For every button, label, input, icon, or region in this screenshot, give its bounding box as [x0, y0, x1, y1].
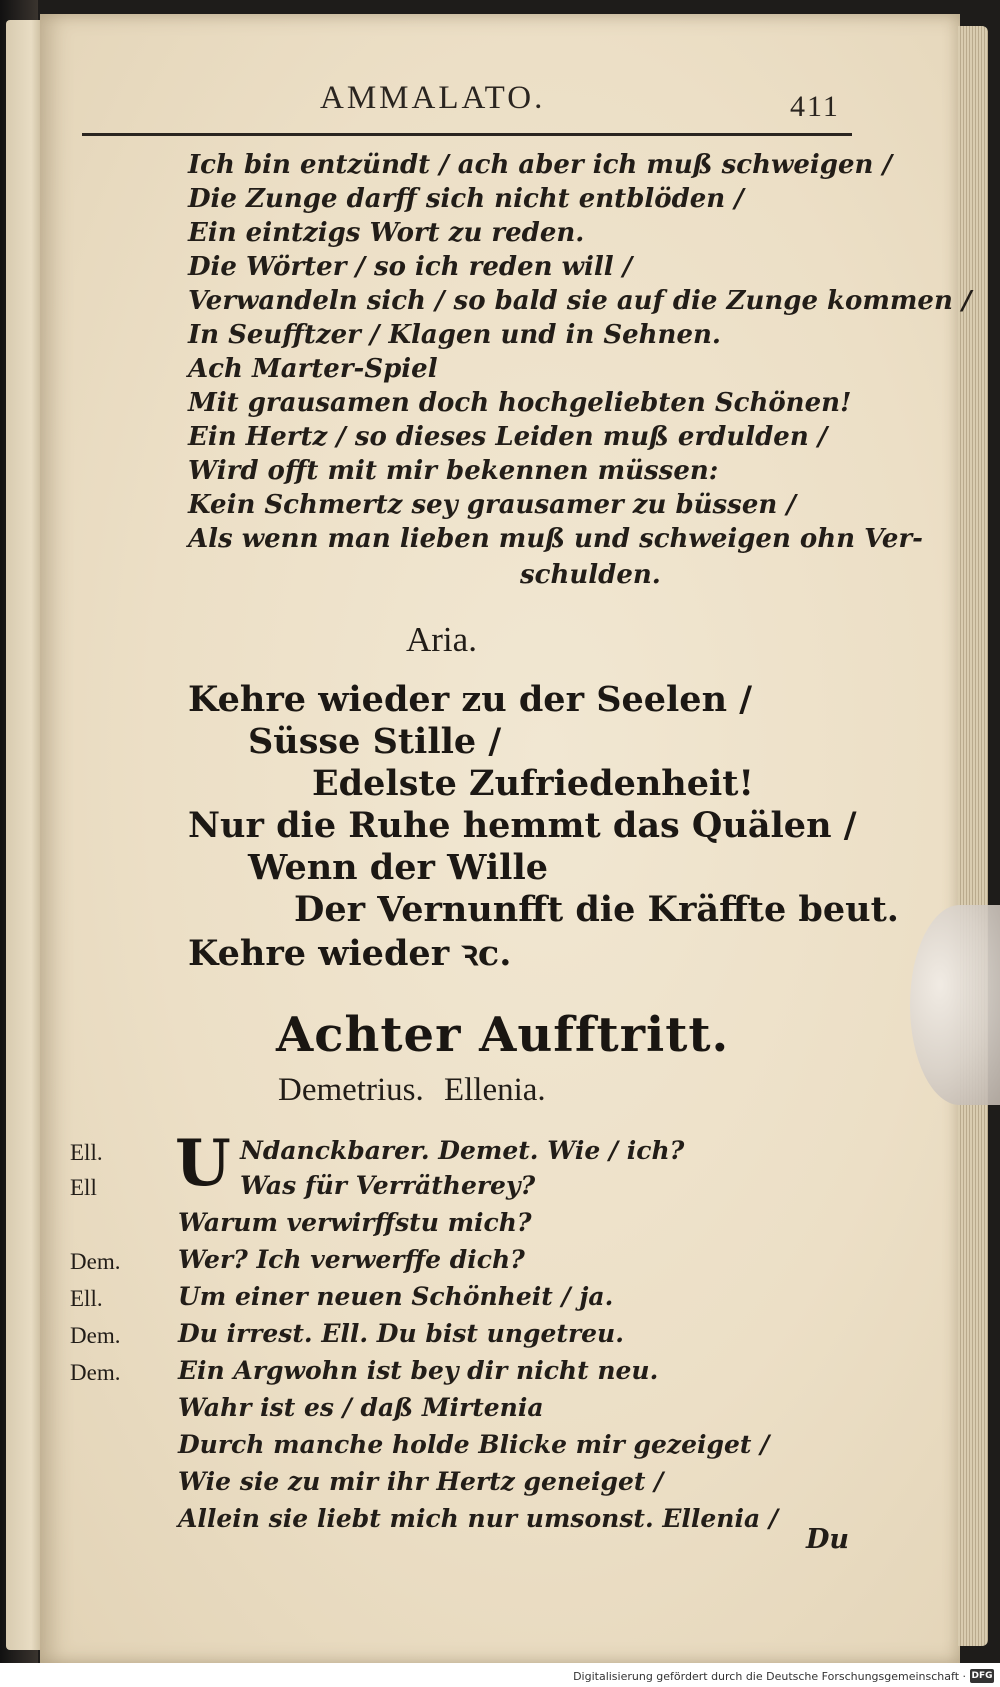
- scene-heading: Achter Aufftritt.: [276, 1007, 730, 1063]
- verse-line: Als wenn man lieben muß und schweigen ohn Ver-: [188, 524, 923, 554]
- aria-line: Wenn der Wille: [248, 847, 549, 888]
- verse-line: Kein Schmertz sey grausamer zu büssen /: [188, 490, 796, 520]
- thumb-holding-page: [910, 905, 1000, 1105]
- speaker-label: Ell.: [70, 1140, 103, 1165]
- aria-heading: Aria.: [406, 620, 477, 659]
- speaker-label: Dem.: [70, 1249, 121, 1274]
- verse-line: Verwandeln sich / so bald sie auf die Zunge kommen /: [188, 286, 972, 316]
- verse-line: Ich bin entzündt / ach aber ich muß schweigen /: [188, 150, 892, 180]
- dfg-logo-icon: DFG: [971, 1671, 993, 1681]
- scene-characters: Demetrius. Ellenia.: [278, 1072, 546, 1108]
- verse-line: Wird offt mit mir bekennen müssen:: [188, 456, 719, 486]
- verse-line: Mit grausamen doch hochgeliebten Schönen!: [188, 388, 852, 418]
- header-rule: [82, 133, 852, 136]
- dialogue-line: Durch manche holde Blicke mir gezeiget /: [178, 1430, 770, 1459]
- running-head: AMMALATO.: [320, 80, 546, 116]
- verse-line: In Seufftzer / Klagen und in Sehnen.: [188, 320, 721, 350]
- footer-bar: [0, 1663, 1000, 1687]
- dialogue-line: Du irrest. Ell. Du bist ungetreu.: [178, 1319, 624, 1348]
- verse-line: Die Wörter / so ich reden will /: [188, 252, 633, 282]
- page-edges: [958, 26, 988, 1646]
- verse-line: Ein eintzigs Wort zu reden.: [188, 218, 585, 248]
- speaker-label: Dem.: [70, 1323, 121, 1348]
- dialogue-line: Wahr ist es / daß Mirtenia: [178, 1393, 544, 1422]
- dialogue-line: Um einer neuen Schönheit / ja.: [178, 1282, 614, 1311]
- dialogue-line: Was für Verrätherey?: [240, 1171, 536, 1200]
- dialogue-line: Allein sie liebt mich nur umsonst. Ellenia /: [178, 1504, 779, 1533]
- speaker-label: Dem.: [70, 1360, 121, 1385]
- aria-line: Kehre wieder ꝛc.: [188, 933, 512, 974]
- footer-credit: Digitalisierung gefördert durch die Deutsche Forschungsgemeinschaft ·: [573, 1670, 966, 1683]
- verse-line: Ein Hertz / so dieses Leiden muß erdulden /: [188, 422, 828, 452]
- verse-line: schulden.: [520, 560, 661, 590]
- dialogue-line: Warum verwirffstu mich?: [178, 1208, 532, 1237]
- verse-line: Ach Marter-Spiel: [188, 354, 438, 384]
- facing-page-edge: [6, 20, 42, 1650]
- speaker-label: Ell: [70, 1175, 97, 1200]
- page-number: 411: [790, 90, 840, 123]
- aria-line: Nur die Ruhe hemmt das Quälen /: [188, 805, 857, 846]
- dialogue-line: Wer? Ich verwerffe dich?: [178, 1245, 525, 1274]
- catchword: Du: [806, 1524, 850, 1555]
- aria-line: Edelste Zufriedenheit!: [312, 763, 754, 804]
- aria-line: Der Vernunfft die Kräffte beut.: [294, 889, 899, 930]
- dialogue-line: Wie sie zu mir ihr Hertz geneiget /: [178, 1467, 664, 1496]
- drop-cap: U: [175, 1126, 231, 1201]
- speaker-label: Ell.: [70, 1286, 103, 1311]
- dialogue-line: Ndanckbarer. Demet. Wie / ich?: [240, 1136, 685, 1165]
- dialogue-line: Ein Argwohn ist bey dir nicht neu.: [178, 1356, 659, 1385]
- aria-line: Süsse Stille /: [248, 721, 502, 762]
- aria-line: Kehre wieder zu der Seelen /: [188, 679, 752, 720]
- verse-line: Die Zunge darff sich nicht entblöden /: [188, 184, 744, 214]
